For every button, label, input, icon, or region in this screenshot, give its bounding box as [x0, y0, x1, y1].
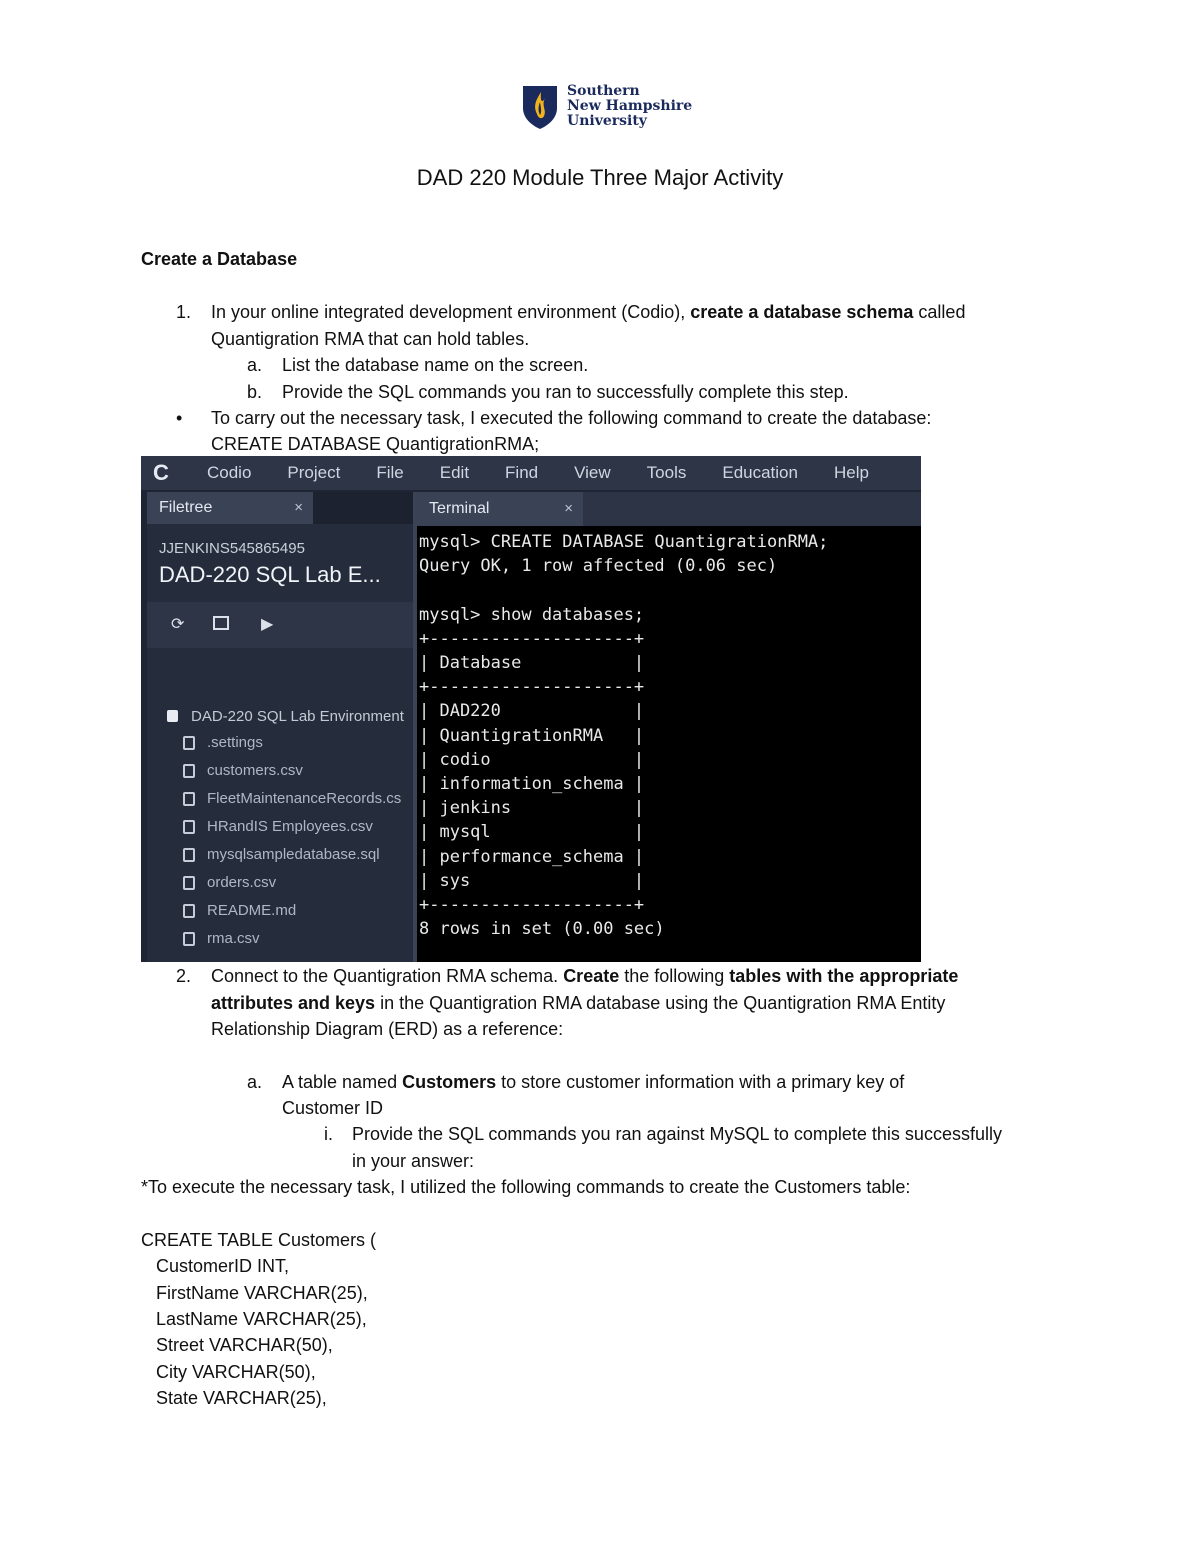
step-2a-line-1 [282, 1069, 904, 1095]
step-2-bold-tables: tables with the appropriate [729, 966, 959, 986]
menu-file[interactable]: File [376, 463, 404, 482]
file-icon [183, 736, 195, 750]
logo-line-1: Southern [567, 83, 640, 99]
terminal-line: mysql> show databases; [419, 604, 645, 625]
terminal-line: +--------------------+ [419, 895, 645, 916]
close-icon[interactable]: × [294, 499, 303, 516]
step-1-text: In your online integrated development environment (Codio), [211, 302, 691, 322]
logo-line-2: New Hampshire [567, 98, 693, 114]
step-2-text-2: in the Quantigration RMA database using the Quantigration RMA Entity [375, 993, 946, 1013]
refresh-icon[interactable]: ⟳ [171, 616, 185, 633]
codio-logo-icon: C [153, 460, 169, 485]
lock-icon [167, 710, 178, 722]
menu-tools[interactable]: Tools [646, 463, 687, 482]
terminal-line: +--------------------+ [419, 628, 645, 649]
terminal-pane [417, 492, 921, 962]
step-2-bold-keys: attributes and keys [211, 993, 376, 1013]
terminal-line: mysql> CREATE DATABASE QuantigrationRMA; [419, 532, 829, 552]
file-item[interactable]: customers.csv [207, 762, 303, 779]
menu-codio[interactable]: Codio [207, 463, 252, 482]
terminal-line: | DAD220 | [419, 701, 645, 722]
code-line: LastName VARCHAR(25), [141, 1309, 367, 1329]
document-title: DAD 220 Module Three Major Activity [416, 165, 784, 190]
step-1-line-2: Quantigration RMA that can hold tables. [211, 329, 530, 349]
shield-flame-icon [521, 84, 559, 130]
file-icon [183, 764, 195, 778]
bullet-marker: • [176, 408, 183, 428]
step-2-line-1 [211, 963, 958, 989]
terminal-output[interactable] [419, 530, 828, 941]
terminal-line: Query OK, 1 row affected (0.06 sec) [419, 556, 778, 577]
code-line: FirstName VARCHAR(25), [141, 1283, 368, 1303]
file-icon [183, 820, 195, 834]
file-icon [183, 876, 195, 890]
step-2a-text: A table named [282, 1072, 403, 1092]
codio-screenshot [141, 456, 921, 962]
note-line: *To execute the necessary task, I utilized the following commands to create the Customers table: [141, 1177, 911, 1197]
file-item[interactable]: HRandIS Employees.csv [207, 818, 373, 835]
file-icon [183, 904, 195, 918]
project-name: DAD-220 SQL Lab E... [159, 562, 381, 587]
terminal-line: | QuantigrationRMA | [419, 725, 645, 746]
menu-project[interactable]: Project [287, 463, 341, 482]
step-1b-text: Provide the SQL commands you ran to successfully complete this step. [282, 382, 849, 402]
menu-help[interactable]: Help [833, 463, 869, 482]
code-line: Street VARCHAR(50), [141, 1335, 333, 1355]
step-2-text-mid: the following [619, 966, 730, 986]
terminal-line: | mysql | [419, 822, 645, 843]
file-icon [183, 848, 195, 862]
step-2-number: 2. [176, 966, 192, 986]
step-2-line-3: Relationship Diagram (ERD) as a reference: [211, 1019, 564, 1039]
step-2a-line-2: Customer ID [282, 1098, 384, 1118]
menu-view[interactable]: View [574, 463, 611, 482]
terminal-line: | information_schema | [419, 774, 645, 795]
terminal-line: +--------------------+ [419, 677, 645, 698]
close-icon[interactable]: × [564, 500, 573, 517]
file-item[interactable]: README.md [207, 902, 297, 919]
step-1-bold: create a database schema [690, 302, 914, 322]
step-2ai-line-1: Provide the SQL commands you ran against MySQL to complete this successfully [352, 1124, 1002, 1144]
step-1b-marker: b. [247, 382, 263, 402]
file-item[interactable]: rma.csv [207, 930, 260, 947]
step-2a-bold: Customers [402, 1072, 497, 1092]
terminal-line: | performance_schema | [419, 846, 645, 867]
tab-terminal[interactable] [417, 492, 583, 526]
step-2-line-2 [211, 990, 945, 1016]
step-2-text: Connect to the Quantigration RMA schema. [211, 966, 564, 986]
project-user: JJENKINS545865495 [159, 540, 305, 557]
play-icon[interactable]: ▶ [261, 616, 274, 633]
bullet-line-1: To carry out the necessary task, I executed the following command to create the database: [211, 408, 932, 428]
file-item[interactable]: FleetMaintenanceRecords.cs [207, 790, 402, 807]
code-line: State VARCHAR(25), [141, 1388, 327, 1408]
step-2a-marker: a. [247, 1072, 263, 1092]
terminal-line [419, 578, 828, 602]
file-item[interactable]: mysqlsampledatabase.sql [207, 846, 380, 863]
code-line: CustomerID INT, [141, 1256, 290, 1276]
step-2a-text-end: to store customer information with a primary key of [496, 1072, 905, 1092]
filetree-toolbar [147, 602, 413, 648]
tab-filetree[interactable] [147, 492, 313, 524]
tree-root[interactable]: DAD-220 SQL Lab Environment [191, 708, 404, 725]
file-item[interactable]: orders.csv [207, 874, 277, 891]
codio-menubar [141, 456, 921, 490]
step-2-bold-create: Create [563, 966, 620, 986]
terminal-line: | sys | [419, 870, 645, 891]
terminal-line: | Database | [419, 653, 645, 674]
step-1a-text: List the database name on the screen. [282, 355, 589, 375]
terminal-icon[interactable] [213, 616, 229, 630]
code-line: CREATE TABLE Customers ( [141, 1230, 377, 1250]
terminal-line: | codio | [419, 749, 645, 770]
tab-filetree-label: Filetree [159, 499, 213, 516]
step-1-number: 1. [176, 302, 192, 322]
bullet-line-2: CREATE DATABASE QuantigrationRMA; [211, 434, 540, 454]
snhu-logo [521, 84, 692, 130]
step-1-line-1 [211, 299, 965, 325]
step-2ai-marker: i. [324, 1124, 333, 1144]
file-icon [183, 932, 195, 946]
file-item[interactable]: .settings [207, 734, 263, 751]
terminal-line: 8 rows in set (0.00 sec) [419, 919, 665, 940]
terminal-line: | jenkins | [419, 798, 645, 819]
step-1-text-end: called [913, 302, 966, 322]
menu-edit[interactable]: Edit [439, 463, 470, 482]
section-heading: Create a Database [141, 249, 298, 269]
step-1a-marker: a. [247, 355, 263, 375]
menu-find[interactable]: Find [505, 463, 539, 482]
tab-terminal-label: Terminal [429, 500, 490, 517]
file-icon [183, 792, 195, 806]
code-line: City VARCHAR(50), [141, 1362, 316, 1382]
step-2ai-line-2: in your answer: [352, 1151, 475, 1171]
logo-line-3: University [567, 113, 647, 129]
filetree-pane [147, 492, 413, 962]
menu-education[interactable]: Education [722, 463, 798, 482]
